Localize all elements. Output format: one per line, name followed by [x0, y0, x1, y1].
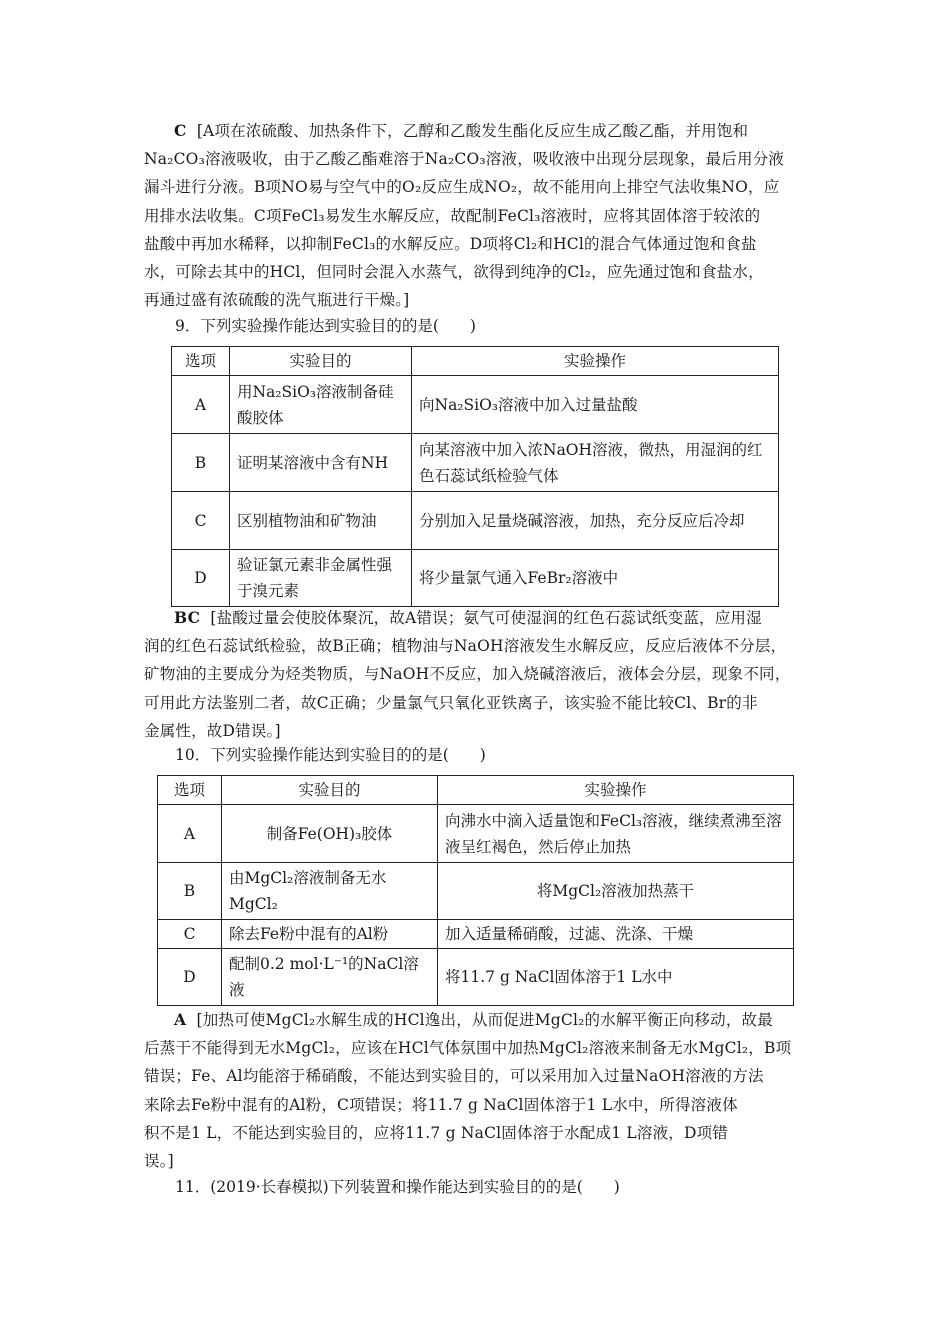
explanation-line: 错误；Fe、Al均能溶于稀硝酸，不能达到实验目的，可以采用加入过量NaOH溶液的方法	[144, 1067, 764, 1086]
row-operation: 向某溶液中加入浓NaOH溶液，微热，用湿润的红色石蕊试纸检验气体	[412, 434, 779, 492]
explanation-line: Na₂CO₃溶液吸收，由于乙酸乙酯难溶于Na₂CO₃溶液，吸收液中出现分层现象，最后用分液	[144, 150, 785, 169]
table-row	[158, 949, 794, 1006]
explanation-line: 后蒸干不能得到无水MgCl₂，应该在HCl气体氛围中加热MgCl₂溶液来制备无水MgCl₂，B项	[144, 1039, 792, 1058]
row-option: A	[158, 805, 222, 863]
row-purpose: 证明某溶液中含有NH	[230, 434, 412, 492]
answer-letter: C	[174, 121, 187, 140]
row-option: D	[158, 949, 222, 1006]
table-header-row	[158, 776, 794, 805]
explanation-line: 漏斗进行分液。B项NO易与空气中的O₂反应生成NO₂，故不能用向上排空气法收集NO，应	[144, 178, 780, 197]
header-option: 选项	[158, 776, 222, 805]
explanation-line: [A项在浓硫酸、加热条件下，乙醇和乙酸发生酯化反应生成乙酸乙酯，并用饱和	[196, 122, 749, 140]
explanation-line: 用排水法收集。C项FeCl₃易发生水解反应，故配制FeCl₃溶液时，应将其固体溶于较浓的	[144, 206, 761, 225]
row-purpose: 配制0.2 mol·L⁻¹的NaCl溶液	[222, 949, 438, 1006]
explanation-line: 盐酸中再加水稀释，以抑制FeCl₃的水解反应。D项将Cl₂和HCl的混合气体通过饱和食盐	[144, 234, 757, 253]
table-row	[172, 550, 779, 607]
row-operation: 将少量氯气通入FeBr₂溶液中	[412, 550, 779, 607]
q10-table	[157, 775, 794, 1006]
row-operation: 向沸水中滴入适量饱和FeCl₃溶液，继续煮沸至溶液呈红褐色，然后停止加热	[438, 805, 794, 863]
table-row	[172, 376, 779, 434]
header-option: 选项	[172, 347, 230, 376]
row-operation: 分别加入足量烧碱溶液，加热，充分反应后冷却	[412, 492, 779, 550]
row-purpose: 区别植物油和矿物油	[230, 492, 412, 550]
table-row	[158, 920, 794, 949]
explanation-line: 可用此方法鉴别二者，故C正确；少量氯气只氧化亚铁离子，该实验不能比较Cl、Br的非	[144, 693, 758, 712]
explanation-line: 积不是1 L，不能达到实验目的，应将11.7 g NaCl固体溶于水配成1 L溶液，D项错	[144, 1123, 729, 1142]
header-purpose: 实验目的	[222, 776, 438, 805]
table-row	[158, 805, 794, 863]
explanation-line: 水，可除去其中的HCl，但同时会混入水蒸气，欲得到纯净的Cl₂，应先通过饱和食盐水，	[144, 263, 764, 282]
answer-letter: A	[174, 1010, 187, 1029]
row-option: B	[172, 434, 230, 492]
row-operation: 将MgCl₂溶液加热蒸干	[438, 863, 794, 920]
row-option: A	[172, 376, 230, 434]
explanation-line: 来除去Fe粉中混有的Al粉，C项错误；将11.7 g NaCl固体溶于1 L水中，所得溶液体	[144, 1095, 738, 1114]
row-option: C	[158, 920, 222, 949]
answer-block-q9	[144, 604, 824, 745]
question-10: 10．下列实验操作能达到实验目的的是( )	[175, 746, 486, 764]
explanation-line: [加热可使MgCl₂水解生成的HCl逸出，从而促进MgCl₂的水解平衡正向移动，故最	[196, 1011, 773, 1029]
row-purpose: 用Na₂SiO₃溶液制备硅酸胶体	[230, 376, 412, 434]
row-operation: 向Na₂SiO₃溶液中加入过量盐酸	[412, 376, 779, 434]
answer-block-c	[144, 117, 808, 314]
row-purpose: 制备Fe(OH)₃胶体	[222, 805, 438, 863]
row-purpose: 验证氯元素非金属性强于溴元素	[230, 550, 412, 607]
answer-letter: BC	[174, 608, 201, 627]
header-operation: 实验操作	[438, 776, 794, 805]
row-operation: 将11.7 g NaCl固体溶于1 L水中	[438, 949, 794, 1006]
row-option: D	[172, 550, 230, 607]
row-option: C	[172, 492, 230, 550]
explanation-line: [盐酸过量会使胶体聚沉，故A错误；氨气可使湿润的红色石蕊试纸变蓝，应用湿	[210, 609, 762, 627]
row-purpose: 由MgCl₂溶液制备无水MgCl₂	[222, 863, 438, 920]
table-row	[158, 863, 794, 920]
question-11: 11．(2019·长春模拟)下列装置和操作能达到实验目的的是( )	[175, 1178, 620, 1196]
header-operation: 实验操作	[412, 347, 779, 376]
row-operation: 加入适量稀硝酸，过滤、洗涤、干燥	[438, 920, 794, 949]
table-row	[172, 492, 779, 550]
header-purpose: 实验目的	[230, 347, 412, 376]
q9-table	[171, 346, 779, 607]
table-header-row	[172, 347, 779, 376]
table-row	[172, 434, 779, 492]
question-9: 9．下列实验操作能达到实验目的的是( )	[175, 317, 476, 335]
explanation-line: 再通过盛有浓硫酸的洗气瓶进行干燥。]	[144, 291, 410, 310]
answer-block-q10	[144, 1006, 824, 1175]
explanation-line: 误。]	[144, 1152, 174, 1171]
row-option: B	[158, 863, 222, 920]
row-purpose: 除去Fe粉中混有的Al粉	[222, 920, 438, 949]
explanation-line: 金属性，故D错误。]	[144, 721, 281, 740]
explanation-line: 润的红色石蕊试纸检验，故B正确；植物油与NaOH溶液发生水解反应，反应后液体不分层，	[144, 637, 787, 656]
explanation-line: 矿物油的主要成分为烃类物质，与NaOH不反应，加入烧碱溶液后，液体会分层，现象不同，	[144, 665, 791, 684]
